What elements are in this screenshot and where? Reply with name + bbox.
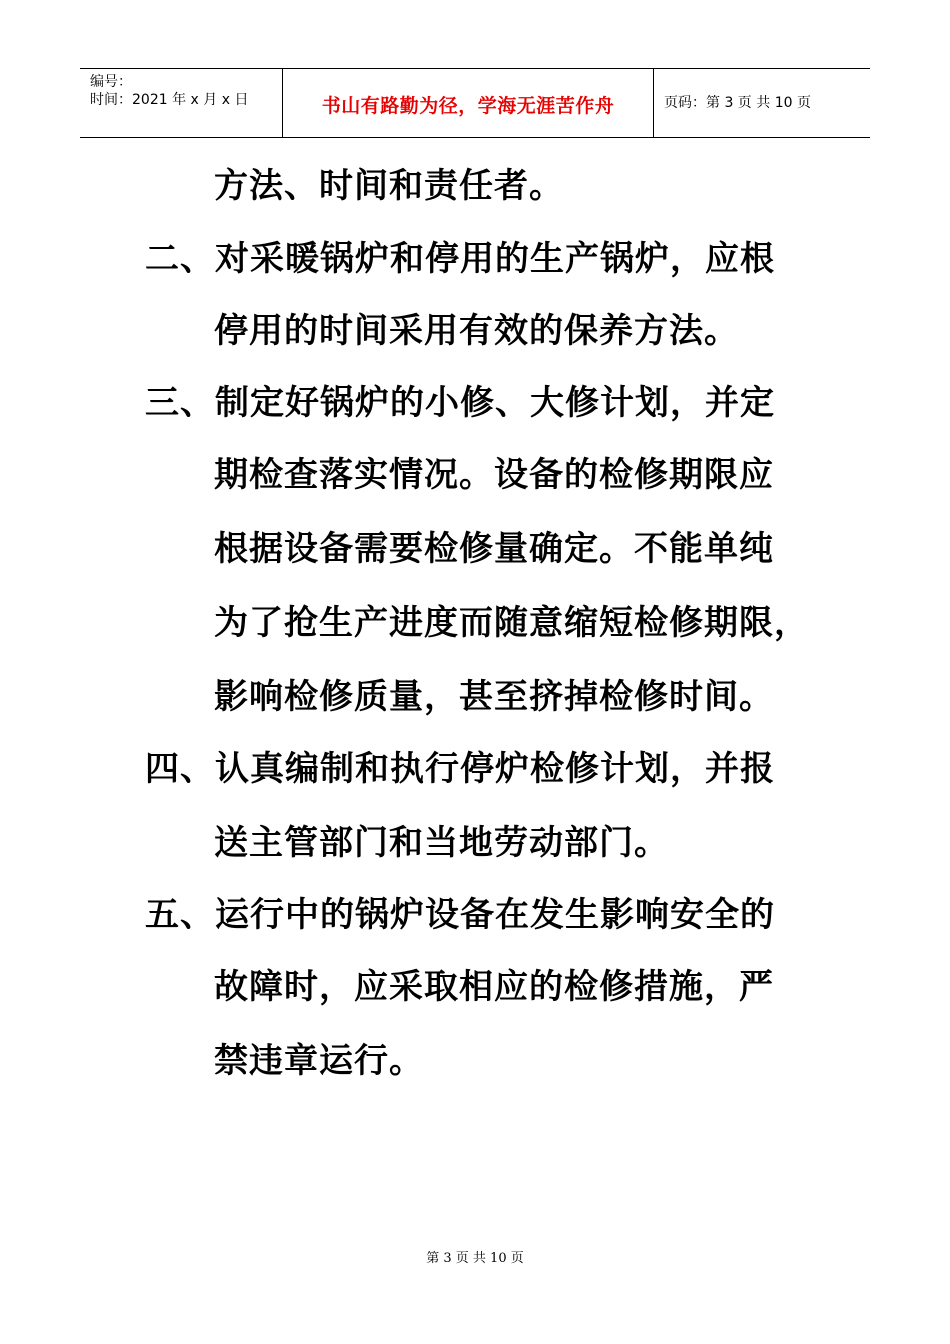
body-line: 影响检修质量，甚至挤掉检修时间。 [214,677,774,717]
header-motto-cell [282,69,654,137]
body-line: 五、运行中的锅炉设备在发生影响安全的 [145,895,775,935]
body-line: 为了抢生产进度而随意缩短检修期限， [214,603,809,643]
header-meta-cell [80,69,282,137]
header-page-info: 页码：第 3 页 共 10 页 [664,95,811,111]
header-page-cell [654,69,870,137]
body-line: 故障时，应采取相应的检修措施，严 [214,967,774,1007]
body-line: 方法、时间和责任者。 [214,166,564,206]
body-line: 停用的时间采用有效的保养方法。 [214,311,739,351]
body-line: 二、对采暖锅炉和停用的生产锅炉，应根 [145,239,775,279]
code-label: 编号： [90,74,132,90]
time-label: 时间：2021 年 x 月 x 日 [90,92,249,108]
motto-text: 书山有路勤为径，学海无涯苦作舟 [321,95,615,117]
page-header [80,68,870,138]
body-line: 根据设备需要检修量确定。不能单纯 [214,529,774,569]
body-line: 禁违章运行。 [214,1041,424,1081]
body-line: 送主管部门和当地劳动部门。 [214,823,669,863]
body-line: 三、制定好锅炉的小修、大修计划，并定 [145,383,775,423]
page-footer: 第 3 页 共 10 页 [426,1251,524,1266]
body-line: 四、认真编制和执行停炉检修计划，并报 [145,749,775,789]
body-line: 期检查落实情况。设备的检修期限应 [214,455,774,495]
